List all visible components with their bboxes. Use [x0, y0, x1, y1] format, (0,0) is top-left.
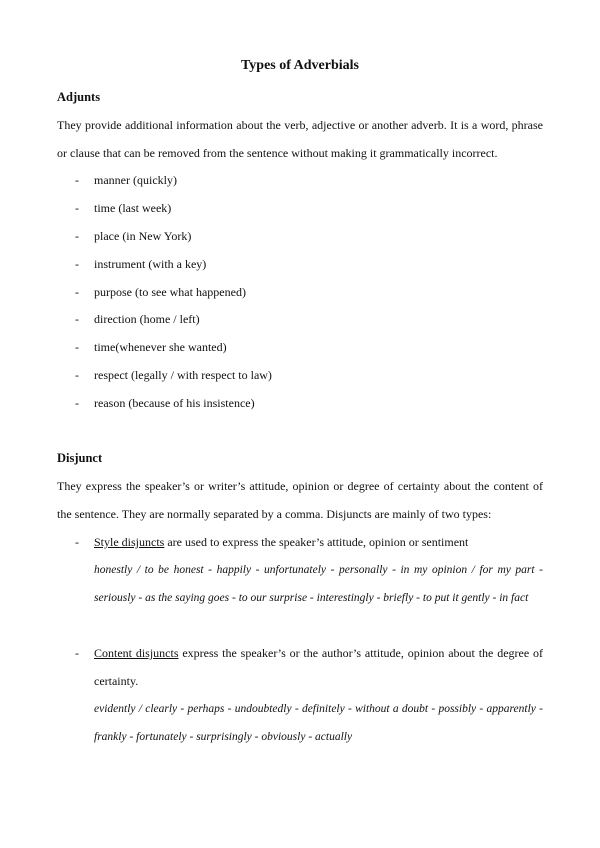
- content-disjuncts-examples: evidently / clearly - perhaps - undoubtedly - definitely - without a doubt - possibly - apparently - frankly - fortunately - surprisingly - obviously - actually: [94, 703, 543, 743]
- content-disjuncts-definition: [94, 639, 543, 695]
- bullet-dash: -: [75, 256, 79, 271]
- content-disjuncts-term: Content disjuncts: [94, 646, 179, 660]
- bullet-dash: -: [75, 200, 79, 215]
- adjuncts-intro: They provide additional information about the verb, adjective or another adverb. It is a word, phrase or clause that can be removed from the sentence without making it grammatically incorrect.: [57, 118, 543, 160]
- bullet-dash: -: [75, 228, 79, 243]
- list-item-text: time(whenever she wanted): [94, 340, 227, 355]
- bullet-dash: -: [75, 312, 79, 327]
- content-disjuncts-body: [94, 639, 543, 751]
- bullet-dash: -: [75, 284, 79, 299]
- list-item-text: respect (legally / with respect to law): [94, 368, 272, 383]
- list-item-text: instrument (with a key): [94, 256, 207, 271]
- list-item-text: direction (home / left): [94, 312, 200, 327]
- bullet-dash: -: [75, 396, 79, 411]
- list-item-text: reason (because of his insistence): [94, 396, 255, 411]
- bullet-dash: -: [75, 535, 79, 549]
- bullet-dash: -: [75, 368, 79, 383]
- list-item-text: purpose (to see what happened): [94, 284, 246, 299]
- style-disjuncts-term: Style disjuncts: [94, 535, 165, 549]
- list-item-text: place (in New York): [94, 228, 192, 243]
- disjuncts-heading: Disjunct: [57, 451, 103, 465]
- list-item-text: manner (quickly): [94, 173, 177, 187]
- list-item-text: time (last week): [94, 200, 172, 215]
- bullet-dash: -: [75, 173, 79, 187]
- adjuncts-heading: Adjunts: [57, 90, 101, 104]
- page-title: Types of Adverbials: [241, 58, 359, 73]
- content-disjuncts-description: express the speaker’s or the author’s attitude, opinion about the degree of certainty.: [94, 646, 544, 688]
- style-disjuncts-examples: honestly / to be honest - happily - unfortunately - personally - in my opinion / for my part - seriously - as the saying goes - to our surprise - interestingly - briefly - to put it gently - in fact: [94, 564, 543, 604]
- bullet-dash: -: [75, 646, 79, 660]
- bullet-dash: -: [75, 340, 79, 355]
- style-disjuncts-body: [94, 528, 543, 612]
- style-disjuncts-definition: [94, 528, 543, 556]
- disjuncts-intro: They express the speaker’s or writer’s attitude, opinion or degree of certainty about the content of the sentence. They are normally separated by a comma. Disjuncts are mainly of two types:: [57, 479, 543, 521]
- style-disjuncts-description: are used to express the speaker’s attitude, opinion or sentiment: [164, 535, 469, 549]
